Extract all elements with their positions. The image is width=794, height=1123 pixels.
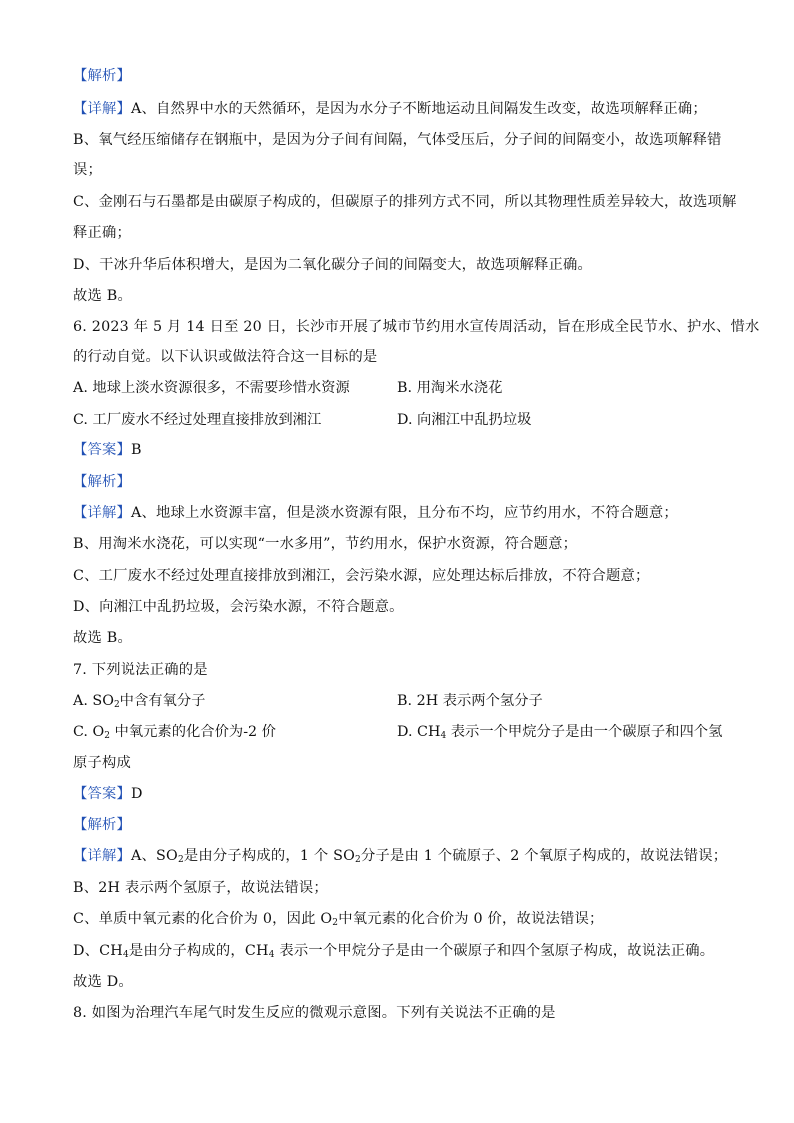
q7-analysis-tag: 【解析】 (73, 817, 131, 833)
q7-option-b: B. 2H 表示两个氢分子 (397, 693, 543, 709)
q6-analysis-tag: 【解析】 (73, 474, 131, 490)
q6-option-b: B. 用淘米水浇花 (397, 380, 503, 396)
q7-detail-line2: B、2H 表示两个氢原子，故说法错误； (73, 880, 328, 896)
q6-detail-line1: 【详解】A、地球上水资源丰富，但是淡水资源有限，且分布不均，应节约用水，不符合题意； (73, 505, 678, 521)
q7-detail-tag: 【详解】 (73, 848, 131, 864)
q5-detail-line2: B、氧气经压缩储存在钢瓶中，是因为分子间有间隔，气体受压后，分子间的间隔变小，故选项解释错 (73, 132, 722, 148)
q6-answer-tag: 【答案】 (73, 442, 131, 458)
q7-option-d-cont: 原子构成 (73, 755, 131, 771)
q5-detail-line4: C、金刚石与石墨都是由碳原子构成的，但碳原子的排列方式不同，所以其物理性质差异较大，故选项解 (73, 194, 737, 210)
q6-detail-line2: B、用淘米水浇花，可以实现“一水多用”，节约用水，保护水资源，符合题意； (73, 536, 578, 552)
q6-detail-line4: D、向湘江中乱扔垃圾，会污染水源，不符合题意。 (73, 599, 404, 615)
q5-detail-line1: 【详解】A、自然界中水的天然循环，是因为水分子不断地运动且间隔发生改变，故选项解释正确； (73, 101, 707, 117)
q7-answer (73, 784, 723, 804)
q7-detail-line4: D、$CH_4$是由分子构成的，$CH_4$ 表示一个甲烷分子是由一个碳原子和四个氢原子构成，故说法正确。 (73, 943, 715, 960)
q6-stem-line2: 的行动自觉。以下认识或做法符合这一目标的是 (73, 349, 378, 365)
q6-option-a: A. 地球上淡水资源很多，不需要珍惜水资源 (73, 380, 350, 396)
q5-conclusion: 故选 B。 (73, 288, 132, 304)
q6-stem-line1: 6. 2023 年 5 月 14 日至 20 日，长沙市开展了城市节约用水宣传周活动，旨在形成全民节水、护水、惜水 (73, 319, 760, 335)
q5-detail-line3: 误； (73, 162, 102, 178)
q7-conclusion: 故选 D。 (73, 974, 133, 990)
q7-detail-line1: 【详解】A、$SO_2$是由分子构成的，1 个 $SO_2$分子是由 1 个硫原子、2 个氧原子构成的，故说法错误； (73, 848, 728, 865)
q5-detail-tag: 【详解】 (73, 101, 131, 117)
q6-option-c: C. 工厂废水不经过处理直接排放到湘江 (73, 412, 322, 428)
q6-detail-tag: 【详解】 (73, 505, 131, 521)
q5-detail-line6: D、干冰升华后体积增大，是因为二氧化碳分子间的间隔变大，故选项解释正确。 (73, 257, 593, 273)
q7-stem: 7. 下列说法正确的是 (73, 662, 208, 678)
q7-answer-value: D (131, 786, 143, 802)
q7-option-d: D. $CH_4$ 表示一个甲烷分子是由一个碳原子和四个氢 (397, 724, 723, 741)
q8-stem: 8. 如图为治理汽车尾气时发生反应的微观示意图。下列有关说法不正确的是 (73, 1005, 556, 1021)
q6-option-d: D. 向湘江中乱扔垃圾 (397, 412, 532, 428)
q7-answer-tag: 【答案】 (73, 786, 131, 802)
q7-option-c: C. $O_2$ 中氧元素的化合价为-2 价 (73, 724, 276, 741)
q6-detail-line3: C、工厂废水不经过处理直接排放到湘江，会污染水源，应处理达标后排放，不符合题意； (73, 568, 650, 584)
q7-option-a: A. $SO_2$中含有氧分子 (73, 693, 206, 710)
q7-detail-line3: C、单质中氧元素的化合价为 0，因此 $O_2$中氧元素的化合价为 0 价，故说法错误； (73, 911, 604, 928)
q5-detail-line5: 释正确； (73, 225, 131, 241)
q6-answer (73, 440, 723, 460)
q6-answer-value: B (131, 442, 142, 458)
q5-analysis-tag: 【解析】 (73, 68, 131, 84)
q6-conclusion: 故选 B。 (73, 630, 132, 646)
